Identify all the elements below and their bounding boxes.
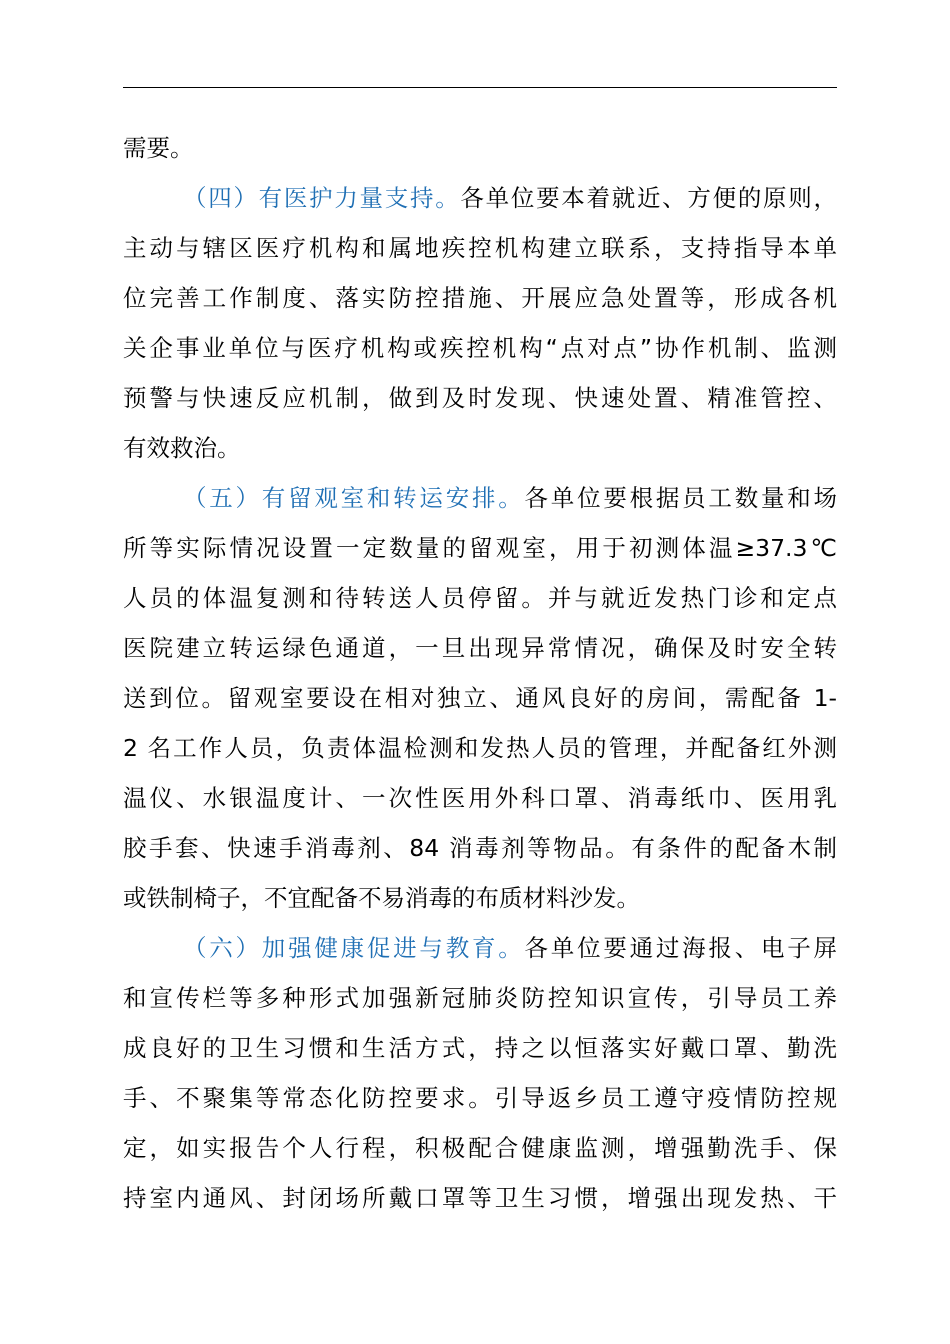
body-line: 胶手套、快速手消毒剂、84 消毒剂等物品。有条件的配备木制 — [123, 834, 837, 862]
body-line: 定，如实报告个人行程，积极配合健康监测，增强勤洗手、保 — [123, 1134, 837, 1162]
body-line: 医院建立转运绿色通道，一旦出现异常情况，确保及时安全转 — [123, 634, 837, 662]
body-line: 2 名工作人员，负责体温检测和发热人员的管理，并配备红外测 — [123, 734, 837, 762]
body-line: 预警与快速反应机制，做到及时发现、快速处置、精准管控、 — [123, 384, 837, 412]
body-line — [123, 178, 837, 218]
body-line — [123, 478, 837, 518]
body-line: 主动与辖区医疗机构和属地疾控机构建立联系，支持指导本单 — [123, 234, 837, 262]
section-heading-6: （六）加强健康促进与教育。 — [183, 934, 525, 962]
section-heading-4: （四）有医护力量支持。 — [183, 184, 461, 212]
body-line: 温仪、水银温度计、一次性医用外科口罩、消毒纸巾、医用乳 — [123, 784, 837, 812]
body-line: 和宣传栏等多种形式加强新冠肺炎防控知识宣传，引导员工养 — [123, 984, 837, 1012]
header-rule — [123, 87, 837, 88]
body-line: 人员的体温复测和待转送人员停留。并与就近发热门诊和定点 — [123, 584, 837, 612]
body-line: 位完善工作制度、落实防控措施、开展应急处置等，形成各机 — [123, 284, 837, 312]
body-line: 有效救治。 — [123, 434, 241, 462]
body-line: 手、不聚集等常态化防控要求。引导返乡员工遵守疫情防控规 — [123, 1084, 837, 1112]
body-line — [123, 928, 837, 968]
body-line: 持室内通风、封闭场所戴口罩等卫生习惯，增强出现发热、干 — [123, 1184, 837, 1212]
body-line: 或铁制椅子，不宜配备不易消毒的布质材料沙发。 — [123, 884, 640, 912]
body-line: 成良好的卫生习惯和生活方式，持之以恒落实好戴口罩、勤洗 — [123, 1034, 837, 1062]
body-text: 各单位要通过海报、电子屏 — [524, 934, 838, 962]
body-text: 各单位要根据员工数量和场 — [524, 484, 838, 512]
body-text: 各单位要本着就近、方便的原则， — [460, 184, 838, 212]
body-line: 关企事业单位与医疗机构或疾控机构“点对点”协作机制、监测 — [123, 334, 837, 362]
body-line: 送到位。留观室要设在相对独立、通风良好的房间，需配备 1- — [123, 684, 837, 712]
section-heading-5: （五）有留观室和转运安排。 — [183, 484, 525, 512]
body-line: 所等实际情况设置一定数量的留观室，用于初测体温≥37.3℃ — [123, 534, 837, 562]
body-line: 需要。 — [123, 134, 194, 162]
